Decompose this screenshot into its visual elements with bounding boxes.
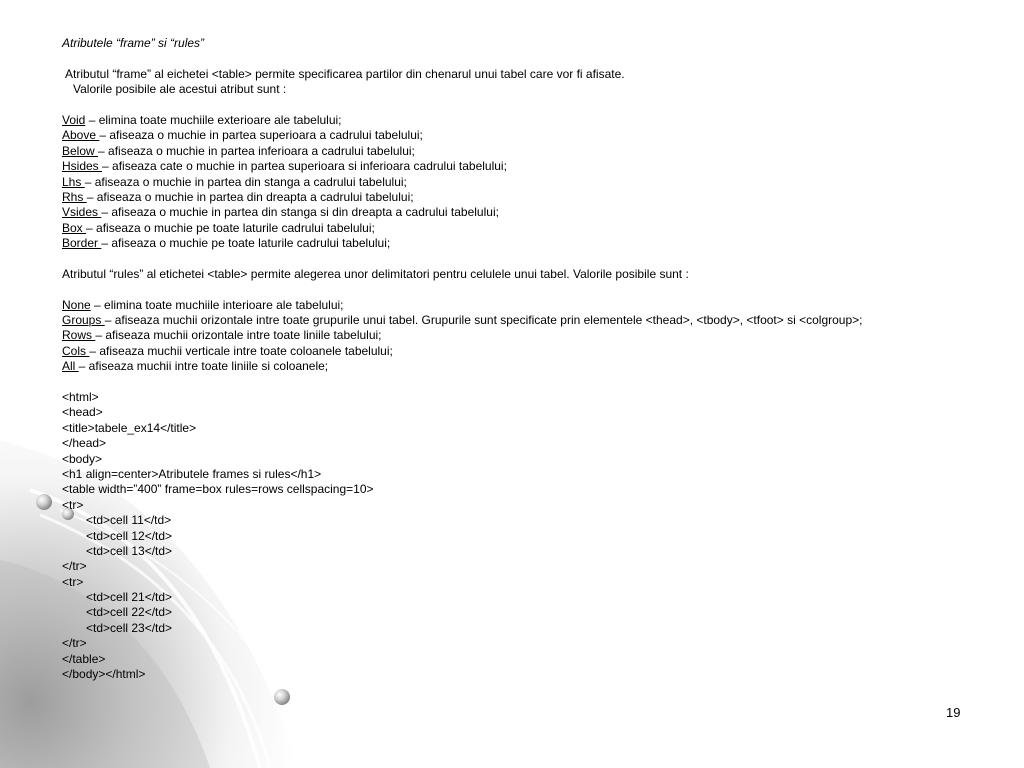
frame-value-desc: – afiseaza o muchie in partea inferioara a cadrului tabelului; (98, 143, 415, 158)
list-item (62, 298, 1002, 313)
rules-value-desc: – afiseaza muchii orizontale intre toate grupurile unui tabel. Grupurile sunt specificate prin elementele <thead>, <tbody>, <tfoot> si <colgroup>; (104, 313, 863, 328)
code-line: <td>cell 13</td> (86, 543, 173, 558)
frame-value-term: Border (62, 236, 102, 251)
frame-value-desc: – afiseaza o muchie in partea din stanga a cadrului tabelului; (84, 174, 407, 189)
code-line: </head> (62, 436, 107, 451)
list-item (62, 236, 1002, 251)
frame-intro-line: Valorile posibile ale acestui atribut sunt : (73, 82, 287, 97)
frame-value-desc: – afiseaza o muchie in partea superioara a cadrului tabelului; (99, 128, 423, 143)
rules-value-desc: – elimina toate muchiile interioare ale tabelului; (90, 297, 344, 312)
code-line: </table> (62, 651, 106, 666)
code-line: <table width=”400” frame=box rules=rows cellspacing=10> (62, 482, 374, 497)
list-item (62, 159, 1002, 174)
code-line: <td>cell 12</td> (86, 528, 173, 543)
page-number: 19 (946, 705, 961, 720)
list-item (62, 175, 1002, 190)
rules-intro-line: Atributul “rules” al etichetei <table> permite alegerea unor delimitatori pentru celulele unui tabel. Valorile posibile sunt : (62, 266, 689, 281)
code-line: <tr> (62, 574, 84, 589)
code-example (62, 390, 1002, 682)
rules-value-desc: – afiseaza muchii orizontale intre toate liniile tabelului; (95, 328, 382, 343)
list-item (62, 313, 1002, 328)
rules-value-desc: – afiseaza muchii intre toate liniile si coloanele; (78, 359, 329, 374)
list-item (62, 328, 1002, 343)
frame-value-desc: – elimina toate muchiile exterioare ale tabelului; (85, 112, 342, 127)
code-line: <h1 align=center>Atributele frames si rules</h1> (62, 466, 322, 481)
code-line: <td>cell 23</td> (86, 620, 173, 635)
code-line: <td>cell 11</td> (86, 513, 172, 528)
list-item (62, 128, 1002, 143)
code-line: </tr> (62, 636, 87, 651)
gray-orb (274, 689, 290, 705)
rules-values-list (62, 298, 1002, 375)
code-line: <td>cell 21</td> (86, 590, 173, 605)
code-line: <body> (62, 451, 103, 466)
slide-content (62, 36, 1002, 682)
frame-value-term: Hsides (62, 159, 103, 174)
frame-value-term: Rhs (62, 189, 87, 204)
rules-value-term: None (62, 297, 91, 312)
code-line: <title>tabele_ex14</title> (62, 420, 197, 435)
frame-value-desc: – afiseaza o muchie pe toate laturile cadrului tabelului; (101, 236, 391, 251)
frame-values-list (62, 113, 1002, 252)
frame-intro-line: Atributul “frame” al eichetei <table> permite specificarea partilor din chenarul unui tabel care vor fi afisate. (65, 66, 625, 81)
list-item (62, 344, 1002, 359)
rules-value-term: Rows (62, 328, 96, 343)
code-line: <td>cell 22</td> (86, 605, 173, 620)
rules-value-term: All (62, 359, 79, 374)
frame-value-term: Lhs (62, 174, 85, 189)
rules-value-term: Cols (62, 343, 90, 358)
code-line: </tr> (62, 559, 87, 574)
code-line: <html> (62, 389, 99, 404)
list-item (62, 144, 1002, 159)
frame-value-term: Void (62, 112, 86, 127)
list-item (62, 205, 1002, 220)
rules-value-desc: – afiseaza muchii verticale intre toate coloanele tabelului; (89, 343, 393, 358)
gray-orb (36, 494, 52, 510)
rules-value-term: Groups (62, 313, 105, 328)
code-line: </body></html> (62, 667, 146, 682)
frame-value-desc: – afiseaza o muchie in partea din dreapta a cadrului tabelului; (86, 189, 414, 204)
frame-value-term: Above (62, 128, 100, 143)
frame-value-desc: – afiseaza cate o muchie in partea superioara si inferioara cadrului tabelului; (102, 159, 507, 174)
list-item (62, 359, 1002, 374)
frame-value-term: Box (62, 220, 87, 235)
list-item (62, 221, 1002, 236)
list-item (62, 113, 1002, 128)
frame-value-desc: – afiseaza o muchie in partea din stanga si din dreapta a cadrului tabelului; (101, 205, 499, 220)
code-line: <head> (62, 405, 103, 420)
list-item (62, 190, 1002, 205)
slide-title: Atributele “frame” si “rules” (62, 36, 205, 50)
frame-value-desc: – afiseaza o muchie pe toate laturile cadrului tabelului; (86, 220, 375, 235)
frame-value-term: Below (62, 143, 99, 158)
frame-value-term: Vsides (62, 205, 102, 220)
code-line: <tr> (62, 497, 84, 512)
